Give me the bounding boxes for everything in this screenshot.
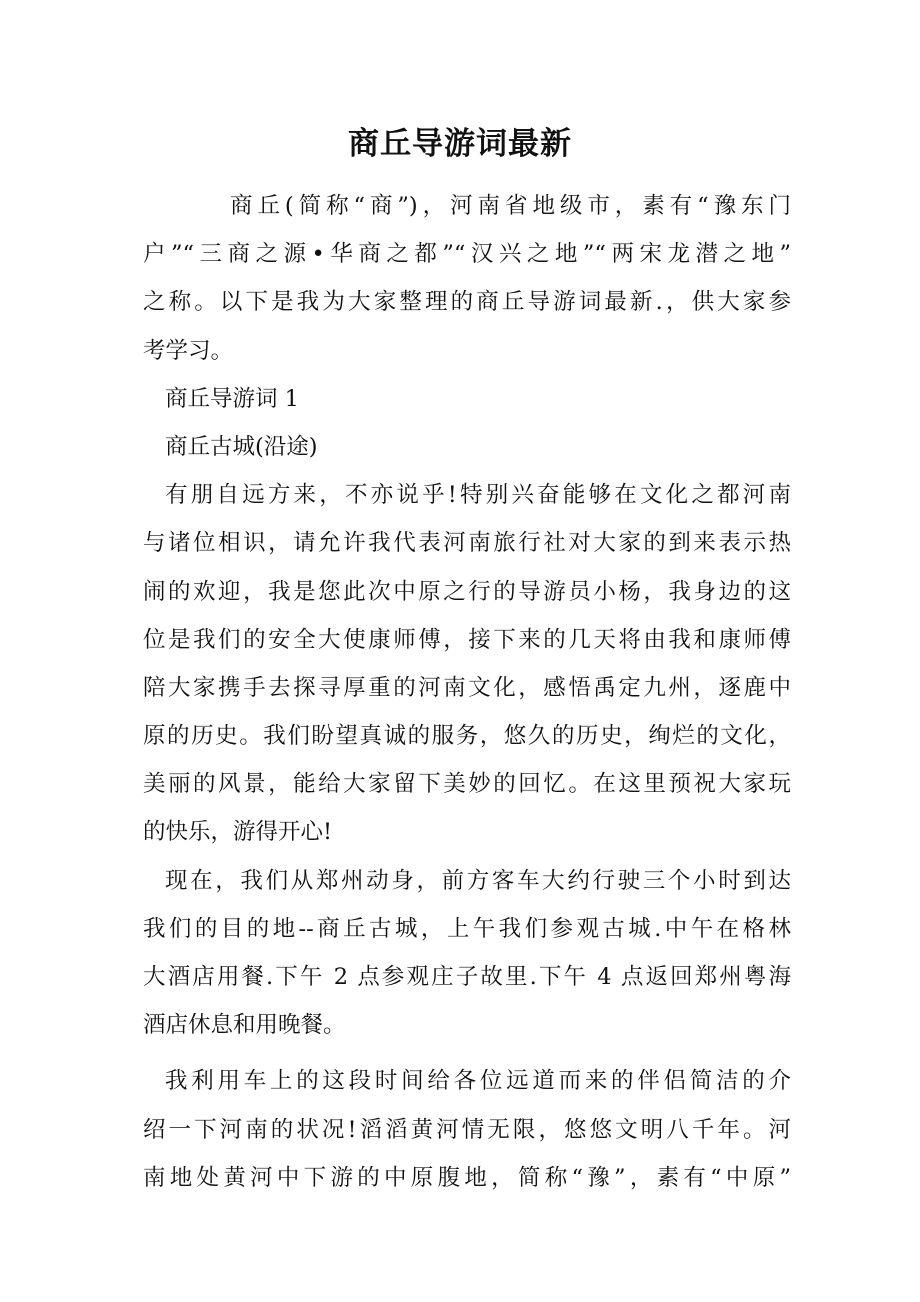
intro-paragraph xyxy=(143,182,791,375)
text-line: 现在，我们从郑州动身，前方客车大约行驶三个小时到达 xyxy=(165,867,791,894)
text-line: 陪大家携手去探寻厚重的河南文化，感悟禹定九州，逐鹿中 xyxy=(143,674,791,701)
paragraph-henan-intro xyxy=(143,1057,791,1202)
text-line: 位是我们的安全大使康师傅，接下来的几天将由我和康师傅 xyxy=(143,626,791,653)
text-line: 考学习。 xyxy=(143,337,234,364)
paragraph-welcome xyxy=(143,471,791,857)
text-line: 绍一下河南的状况!滔滔黄河情无限，悠悠文明八千年。河 xyxy=(143,1116,791,1143)
text-line: 原的历史。我们盼望真诚的服务，悠久的历史，绚烂的文化， xyxy=(143,723,791,750)
document-body xyxy=(143,182,791,1202)
text-line: 大酒店用餐.下午 2 点参观庄子故里.下午 4 点返回郑州粤海 xyxy=(143,964,791,990)
text-line: 南地处黄河中下游的中原腹地，简称“豫”，素有“中原” xyxy=(143,1164,791,1191)
text-line: 户”“三商之源•华商之都”“汉兴之地”“两宋龙潜之地” xyxy=(143,241,791,268)
paragraph-itinerary xyxy=(143,857,791,1050)
text-line: 的快乐，游得开心! xyxy=(143,819,333,846)
subsection-heading: 商丘古城(沿途) xyxy=(165,433,318,460)
section-heading: 商丘导游词 1 xyxy=(165,385,299,412)
text-line: 我们的目的地--商丘古城，上午我们参观古城.中午在格林 xyxy=(143,915,791,942)
text-line: 商丘(简称“商”)，河南省地级市，素有“豫东门 xyxy=(230,193,791,219)
document-title: 商丘导游词最新 xyxy=(348,126,572,162)
text-line: 与诸位相识，请允许我代表河南旅行社对大家的到来表示热 xyxy=(143,530,791,557)
text-line: 之称。以下是我为大家整理的商丘导游词最新.，供大家参 xyxy=(143,289,791,316)
text-line: 我利用车上的这段时间给各位远道而来的伴侣简洁的介 xyxy=(165,1068,791,1095)
text-line: 有朋自远方来，不亦说乎!特别兴奋能够在文化之都河南 xyxy=(165,482,791,509)
text-line: 闹的欢迎，我是您此次中原之行的导游员小杨，我身边的这 xyxy=(143,578,791,605)
text-line: 美丽的风景，能给大家留下美妙的回忆。在这里预祝大家玩 xyxy=(143,771,791,798)
text-line: 酒店休息和用晚餐。 xyxy=(143,1012,346,1039)
